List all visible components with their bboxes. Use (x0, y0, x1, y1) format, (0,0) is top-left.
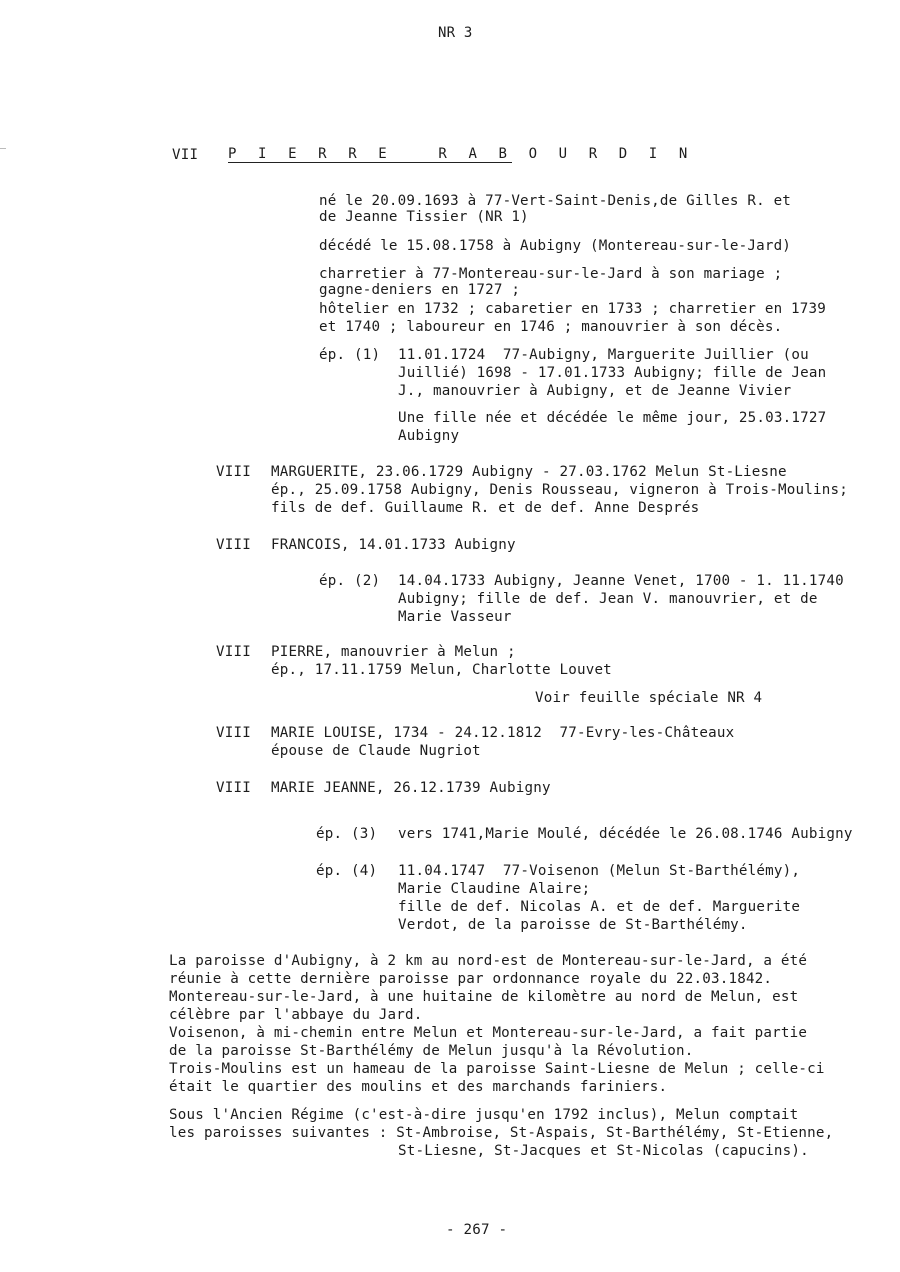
page-number: - 267 - (446, 1222, 508, 1238)
page-reference: NR 3 (438, 25, 473, 41)
birth-line-1: né le 20.09.1693 à 77-Vert-Saint-Denis,de Gilles R. et (319, 193, 792, 209)
person-name-heading: P I E R R E R A B O U R D I N (228, 146, 694, 162)
child-marguerite-line-3: fils de def. Guillaume R. et de def. Anne Després (271, 500, 700, 516)
child-marguerite-line-1: MARGUERITE, 23.06.1729 Aubigny - 27.03.1762 Melun St-Liesne (271, 464, 787, 480)
note-line: les paroisses suivantes : St-Ambroise, St-Aspais, St-Barthélémy, St-Etienne, (169, 1125, 834, 1141)
marriage-4-line-1: 11.04.1747 77-Voisenon (Melun St-Barthélémy), (398, 863, 801, 879)
marriage-2-label: ép. (2) (319, 573, 381, 589)
marriage-1-line-2: Juillié) 1698 - 17.01.1733 Aubigny; fille de Jean (398, 365, 827, 381)
child-generation: VIII (216, 780, 251, 796)
child-marguerite-line-2: ép., 25.09.1758 Aubigny, Denis Rousseau, vigneron à Trois-Moulins; (271, 482, 848, 498)
marriage-1-note-line-1: Une fille née et décédée le même jour, 25.03.1727 (398, 410, 827, 426)
birth-line-2: de Jeanne Tissier (NR 1) (319, 209, 529, 225)
occupation-line-3: hôtelier en 1732 ; cabaretier en 1733 ; charretier en 1739 (319, 301, 827, 317)
note-line: Voisenon, à mi-chemin entre Melun et Montereau-sur-le-Jard, a fait partie (169, 1025, 808, 1041)
note-line: St-Liesne, St-Jacques et St-Nicolas (capucins). (398, 1143, 809, 1159)
note-line: Trois-Moulins est un hameau de la paroisse Saint-Liesne de Melun ; celle-ci (169, 1061, 825, 1077)
occupation-line-2: gagne-deniers en 1727 ; (319, 282, 521, 298)
see-also-reference: Voir feuille spéciale NR 4 (535, 690, 763, 706)
marriage-3-label: ép. (3) (316, 826, 378, 842)
note-line: de la paroisse St-Barthélémy de Melun jusqu'à la Révolution. (169, 1043, 694, 1059)
child-marie-jeanne-line-1: MARIE JEANNE, 26.12.1739 Aubigny (271, 780, 551, 796)
scan-edge-mark (0, 148, 6, 149)
marriage-2-line-2: Aubigny; fille de def. Jean V. manouvrier, et de (398, 591, 818, 607)
child-marie-louise-line-1: MARIE LOUISE, 1734 - 24.12.1812 77-Evry-les-Châteaux (271, 725, 735, 741)
marriage-1-line-1: 11.01.1724 77-Aubigny, Marguerite Juillier (ou (398, 347, 809, 363)
marriage-4-line-3: fille de def. Nicolas A. et de def. Marguerite (398, 899, 801, 915)
occupation-line-1: charretier à 77-Montereau-sur-le-Jard à son mariage ; (319, 266, 783, 282)
generation-number: VII (172, 147, 199, 163)
marriage-4-label: ép. (4) (316, 863, 378, 879)
child-generation: VIII (216, 537, 251, 553)
child-generation: VIII (216, 725, 251, 741)
marriage-3-line-1: vers 1741,Marie Moulé, décédée le 26.08.1746 Aubigny (398, 826, 853, 842)
heading-underline (228, 162, 512, 163)
note-line: réunie à cette dernière paroisse par ordonnance royale du 22.03.1842. (169, 971, 773, 987)
child-generation: VIII (216, 644, 251, 660)
marriage-4-line-2: Marie Claudine Alaire; (398, 881, 591, 897)
marriage-1-label: ép. (1) (319, 347, 381, 363)
note-line: Sous l'Ancien Régime (c'est-à-dire jusqu'en 1792 inclus), Melun comptait (169, 1107, 799, 1123)
note-line: était le quartier des moulins et des marchands fariniers. (169, 1079, 668, 1095)
occupation-line-4: et 1740 ; laboureur en 1746 ; manouvrier à son décès. (319, 319, 783, 335)
marriage-1-line-3: J., manouvrier à Aubigny, et de Jeanne Vivier (398, 383, 792, 399)
marriage-1-note-line-2: Aubigny (398, 428, 460, 444)
child-francois-line-1: FRANCOIS, 14.01.1733 Aubigny (271, 537, 516, 553)
note-line: La paroisse d'Aubigny, à 2 km au nord-est de Montereau-sur-le-Jard, a été (169, 953, 808, 969)
child-generation: VIII (216, 464, 251, 480)
child-pierre-line-2: ép., 17.11.1759 Melun, Charlotte Louvet (271, 662, 612, 678)
child-pierre-line-1: PIERRE, manouvrier à Melun ; (271, 644, 516, 660)
marriage-2-line-1: 14.04.1733 Aubigny, Jeanne Venet, 1700 - 1. 11.1740 (398, 573, 844, 589)
note-line: Montereau-sur-le-Jard, à une huitaine de kilomètre au nord de Melun, est (169, 989, 799, 1005)
note-line: célèbre par l'abbaye du Jard. (169, 1007, 423, 1023)
child-marie-louise-line-2: épouse de Claude Nugriot (271, 743, 481, 759)
marriage-2-line-3: Marie Vasseur (398, 609, 512, 625)
death-line: décédé le 15.08.1758 à Aubigny (Montereau-sur-le-Jard) (319, 238, 792, 254)
marriage-4-line-4: Verdot, de la paroisse de St-Barthélémy. (398, 917, 748, 933)
